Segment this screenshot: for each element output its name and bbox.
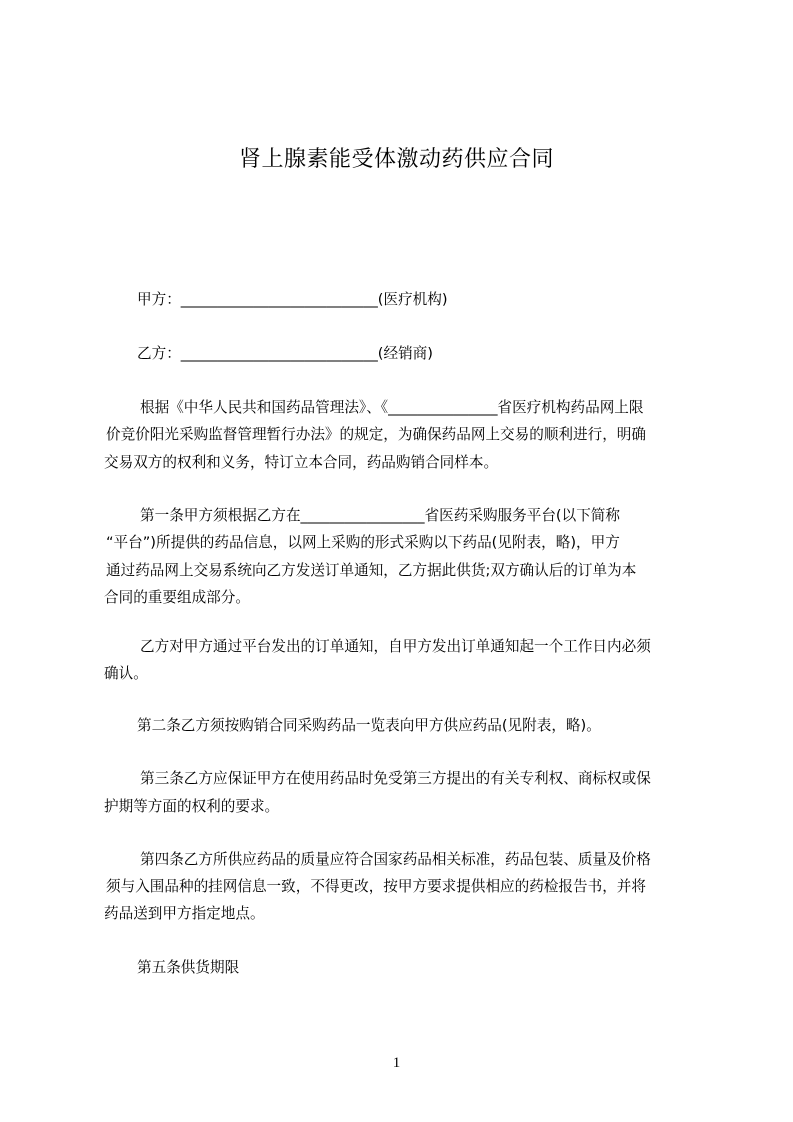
text-line: 第四条乙方所供应药品的质量应符合国家药品相关标准，药品包装、质量及价格 <box>140 851 651 868</box>
text-line: 第一条甲方须根据乙方在_________________省医药采购服务平台(以下简称 <box>140 507 620 524</box>
text-line: 第五条供货期限 <box>137 959 240 976</box>
page-number: 1 <box>392 1055 401 1071</box>
text-line: 第二条乙方须按购销合同采购药品一览表向甲方供应药品(见附表，略)。 <box>137 717 601 734</box>
text-line: 合同的重要组成部分。 <box>104 589 250 606</box>
text-line: 价竞价阳光采购监督管理暂行办法》的规定，为确保药品网上交易的顺利进行，明确 <box>106 426 646 443</box>
text-line: 乙方对甲方通过平台发出的订单通知，自甲方发出订单通知起一个工作日内必须 <box>140 638 651 655</box>
text-line: “平台”)所提供的药品信息，以网上采购的形式采购以下药品(见附表，略)，甲方 <box>106 534 620 551</box>
text-line: 根据《中华人民共和国药品管理法》、《_______________省医疗机构药品网上限 <box>140 399 644 416</box>
text-line: 护期等方面的权利的要求。 <box>104 798 280 815</box>
document-title: 肾上腺素能受体激动药供应合同 <box>238 147 554 172</box>
text-line: 第三条乙方应保证甲方在使用药品时免受第三方提出的有关专利权、商标权或保 <box>140 770 651 787</box>
text-line: 确认。 <box>104 665 148 682</box>
party-b-line: 乙方：___________________________(经销商) <box>137 345 433 362</box>
text-line: 须与入围品种的挂网信息一致，不得更改，按甲方要求提供相应的药检报告书，并将 <box>106 878 646 895</box>
text-line: 通过药品网上交易系统向乙方发送订单通知，乙方据此供货;双方确认后的订单为本 <box>106 562 637 579</box>
text-line: 药品送到甲方指定地点。 <box>104 905 265 922</box>
text-line: 交易双方的权利和义务，特订立本合同，药品购销合同样本。 <box>104 454 499 471</box>
party-a-line: 甲方：___________________________(医疗机构) <box>137 291 448 308</box>
